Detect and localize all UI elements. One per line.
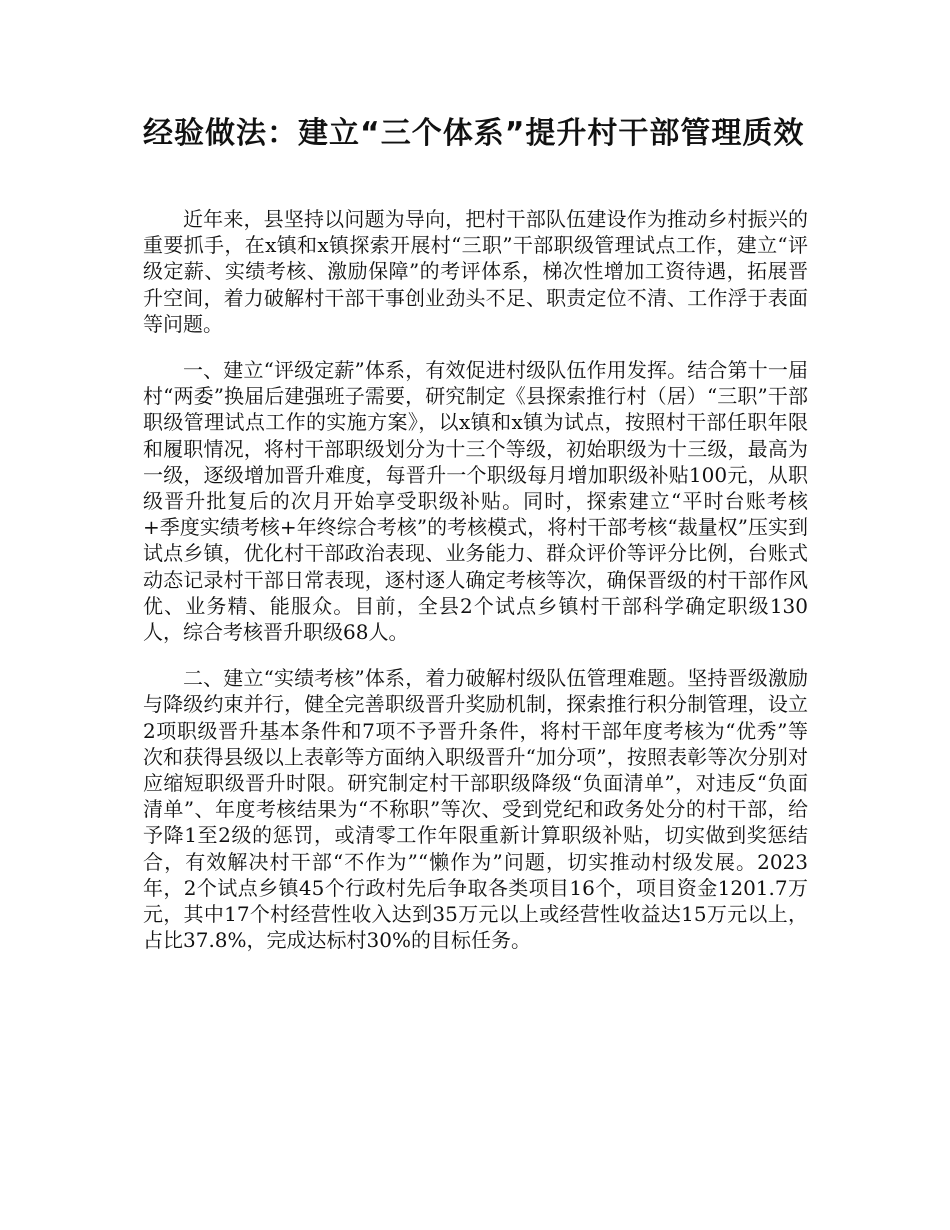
document-body [143, 206, 808, 973]
paragraph-intro: 近年来，县坚持以问题为导向，把村干部队伍建设作为推动乡村振兴的重要抓手，在x镇和x镇探索开展村“三职”干部职级管理试点工作，建立“评级定薪、实绩考核、激励保障”的考评体系，梯次性增加工资待遇，拓展晋升空间，着力破解村干部干事创业劲头不足、职责定位不清、工作浮于表面等问题。 [143, 207, 808, 336]
paragraph-section-1: 一、建立“评级定薪”体系，有效促进村级队伍作用发挥。结合第十一届村“两委”换届后建强班子需要，研究制定《县探索推行村（居）“三职”干部职级管理试点工作的实施方案》，以x镇和x镇为试点，按照村干部任职年限和履职情况，将村干部职级划分为十三个等级，初始职级为十三级，最高为一级，逐级增加晋升难度，每晋升一个职级每月增加职级补贴100元，从职级晋升批复后的次月开始享受职级补贴。同时，探索建立“平时台账考核+季度实绩考核+年终综合考核”的考核模式，将村干部考核“裁量权”压实到试点乡镇，优化村干部政治表现、业务能力、群众评价等评分比例，台账式动态记录村干部日常表现，逐村逐人确定考核等次，确保晋级的村干部作风优、业务精、能服众。目前，全县2个试点乡镇村干部科学确定职级130人，综合考核晋升职级68人。 [143, 358, 808, 645]
paragraph-section-2: 二、建立“实绩考核”体系，着力破解村级队伍管理难题。坚持晋级激励与降级约束并行，健全完善职级晋升奖励机制，探索推行积分制管理，设立2项职级晋升基本条件和7项不予晋升条件，将村干部年度考核为“优秀”等次和获得县级以上表彰等方面纳入职级晋升“加分项”，按照表彰等次分别对应缩短职级晋升时限。研究制定村干部职级降级“负面清单”，对违反“负面清单”、年度考核结果为“不称职”等次、受到党纪和政务处分的村干部，给予降1至2级的惩罚，或清零工作年限重新计算职级补贴，切实做到奖惩结合，有效解决村干部“不作为”“懒作为”问题，切实推动村级发展。2023年，2个试点乡镇45个行政村先后争取各类项目16个，项目资金1201.7万元，其中17个村经营性收入达到35万元以上或经营性收益达15万元以上，占比37.8%，完成达标村30%的目标任务。 [143, 666, 808, 953]
document-title: 经验做法：建立“三个体系”提升村干部管理质效 [143, 116, 805, 151]
